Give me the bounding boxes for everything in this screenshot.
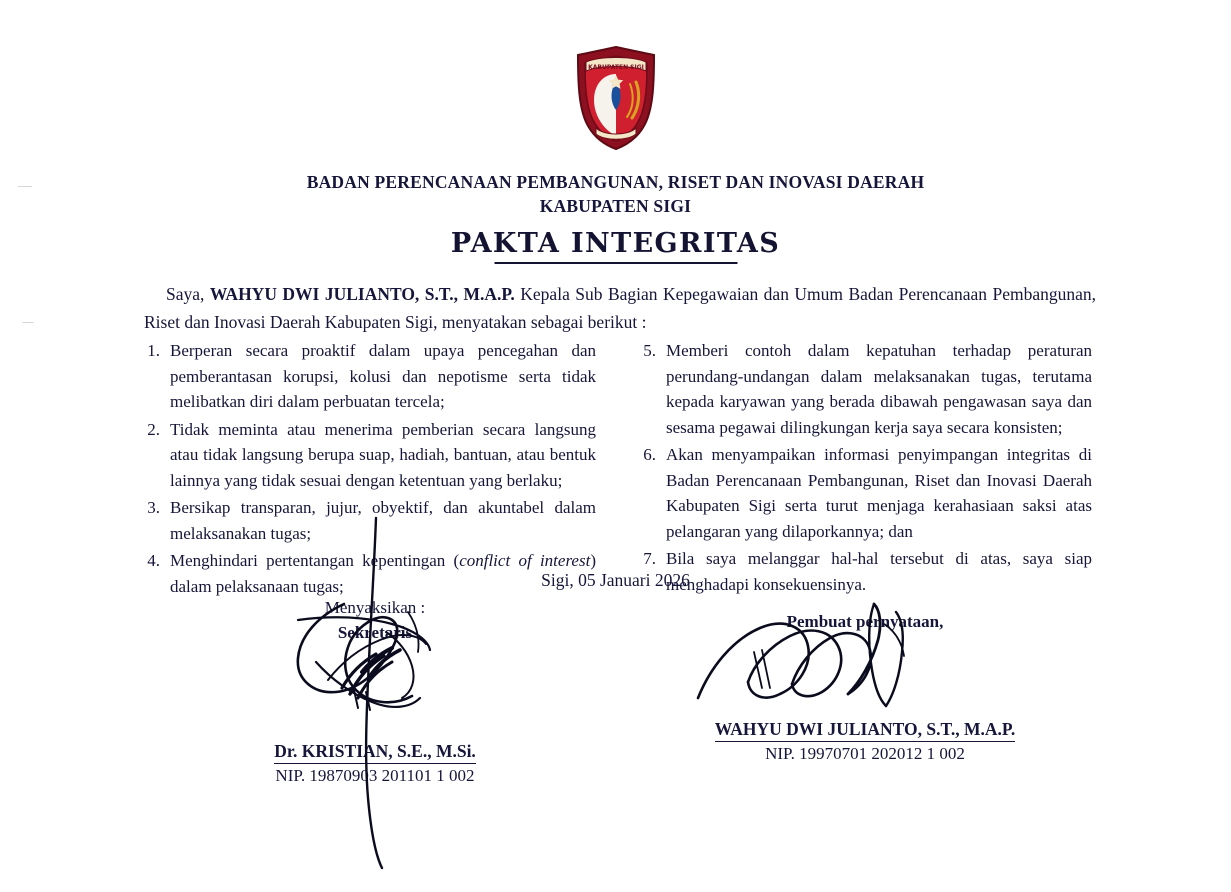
list-item-number: 2. [147,419,160,439]
witness-role-line-2: Sekretaris [337,622,413,642]
organization-heading [0,172,1231,217]
intro-rest: Kepala Sub Bagian Kepegawaian dan Umum Badan Perencanaan Pembangunan, Riset dan Inovasi Daerah Kabupaten Sigi, menyatakan sebagai berikut : [144,284,1097,333]
declarant-signature-name-text: WAHYU DWI JULIANTO, S.T., M.A.P. [715,719,1016,742]
list-item-text: Memberi contoh dalam kepatuhan terhadap peraturan perundang-undangan dalam melaksanakan tugas, terutama kepada karyawan yang berada dibawah pengawasan saya dan sesama pegawai dilingkungan kerja saya secara konsisten; [666,341,1092,437]
witness-nip: NIP. 19870903 201101 1 002 [275,766,475,786]
list-item [640,442,1092,544]
declarant-signature-name [680,719,1050,742]
list-item-number: 1. [147,341,160,360]
list-item-text: Bila saya melanggar hal-hal tersebut di atas, saya siap menghadapi konsekuensinya. [666,549,1092,594]
statement-column-left [144,338,596,601]
witness-name [210,741,540,764]
list-item-text: Berperan secara proaktif dalam upaya pencegahan dan pemberantasan korupsi, kolusi dan nepotisme serta tidak melibatkan diri dalam perbuatan tercela; [170,341,596,411]
list-item-text-before: Menghindari pertentangan kepentingan ( [170,551,460,570]
list-item-text-after: ) dalam pelaksanaan tugas; [170,551,596,596]
list-item [144,417,596,494]
list-item-number: 7. [643,549,656,568]
organization-line-2: KABUPATEN SIGI [539,196,692,216]
list-item [144,338,596,415]
title-underline [494,262,737,264]
statement-list-left [144,338,596,599]
list-item-number: 6. [643,445,656,464]
witness-role-line-1: Menyaksikan : [324,598,426,617]
page-title: PAKTA INTEGRITAS [450,228,781,259]
declarant-role-line: Pembuat pernyataan, [786,612,944,631]
scan-artifact [22,322,34,323]
signature-block-witness [210,596,540,786]
intro-paragraph [144,280,1096,337]
list-item [640,338,1092,440]
coat-of-arms-icon [570,44,662,152]
list-item-number: 5. [643,341,656,360]
signature-block-declarant [680,610,1050,764]
crest-container [0,44,1231,152]
witness-name-text: Dr. KRISTIAN, S.E., M.Si. [274,741,476,764]
list-item-text: Akan menyampaikan informasi penyimpangan integritas di Badan Perencanaan Pembangunan, Riset dan Inovasi Daerah Kabupaten Sigi serta turut menjaga kerahasiaan saksi atas pelangaran yang dilaporkannya; dan [666,445,1092,541]
statement-columns [144,338,1096,601]
place-and-date: Sigi, 05 Januari 2026 [541,570,690,590]
declarant-name: WAHYU DWI JULIANTO, S.T., M.A.P. [209,284,515,304]
statement-column-right [640,338,1092,601]
svg-text:KABUPATEN SIGI: KABUPATEN SIGI [587,64,644,71]
list-item-text: Bersikap transparan, jujur, obyektif, dan akuntabel dalam melaksanakan tugas; [170,498,596,543]
list-item [144,495,596,546]
list-item-text: Tidak meminta atau menerima pemberian secara langsung atau tidak langsung berupa suap, hadiah, bantuan, atau bentuk lainnya yang tidak sesuai dengan ketentuan yang berlaku; [170,419,596,490]
intro-prefix: Saya, [166,284,205,304]
organization-line-1: BADAN PERENCANAAN PEMBANGUNAN, RISET DAN INOVASI DAERAH [306,172,925,192]
list-item-text-italic: conflict of interest [459,551,591,570]
list-item-number: 3. [147,498,160,517]
list-item-number: 4. [147,551,160,570]
declarant-nip: NIP. 19970701 202012 1 002 [765,743,965,763]
statement-list-right [640,338,1092,597]
